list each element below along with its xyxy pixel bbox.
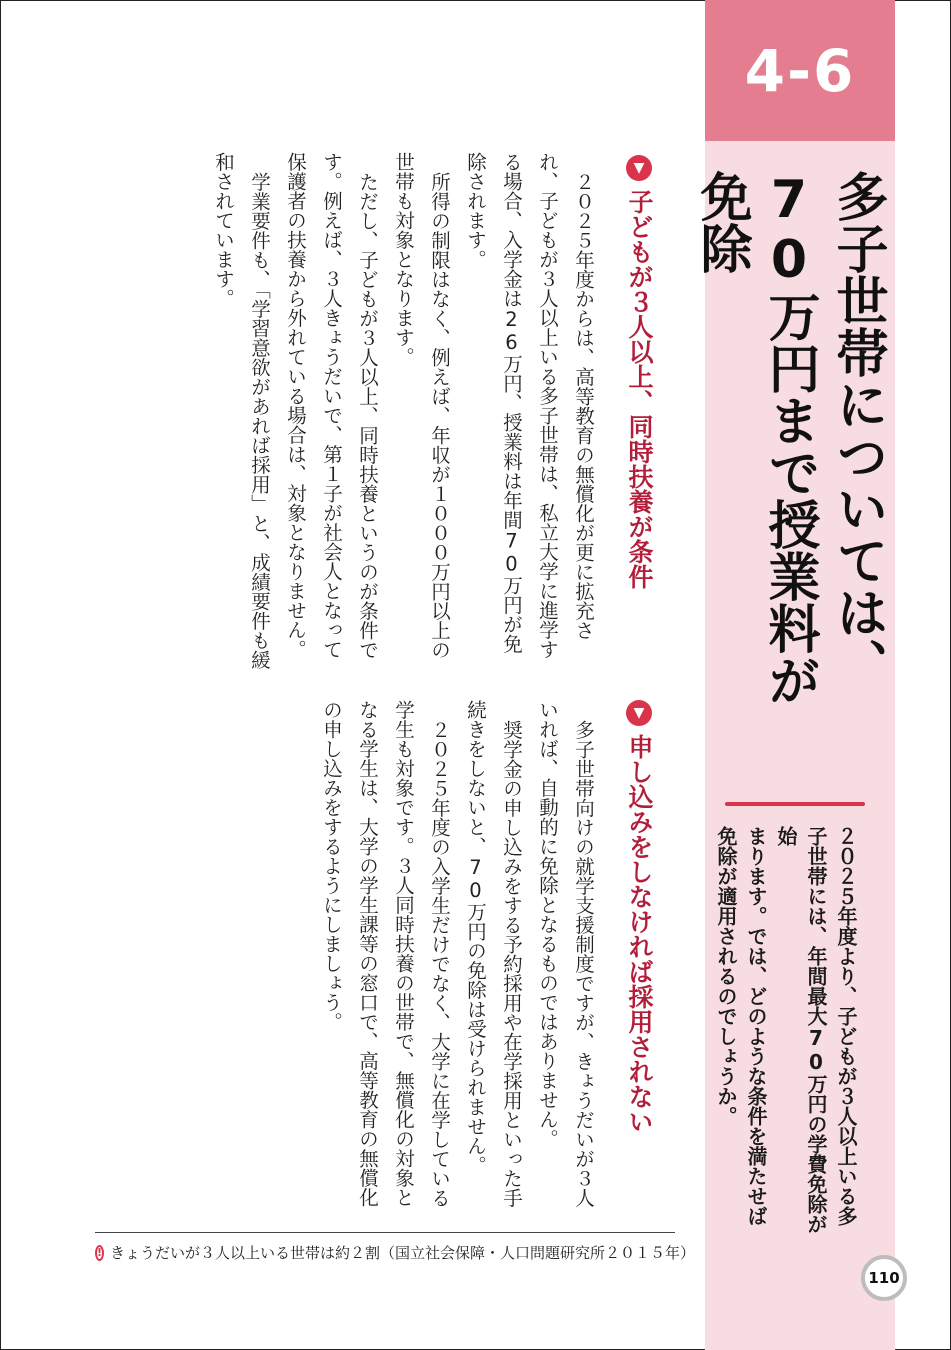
paragraph: 多子世帯向けの就学支援制度ですが、きょうだいが３人いれば、自動的に免除となるものではありません。 bbox=[536, 700, 595, 1207]
section-heading-2 bbox=[621, 700, 657, 1134]
title-line: 70万円まで授業料が免除 bbox=[691, 170, 819, 706]
section-body-2 bbox=[313, 700, 601, 1220]
footnote-rule bbox=[95, 1232, 675, 1233]
section-heading-1 bbox=[621, 155, 657, 589]
footnote-text: きょうだいが３人以上いる世帯は約２割（国立社会保障・人口問題研究所２０１５年） bbox=[110, 1244, 696, 1262]
section-heading-text: 子どもが３人以上、同時扶養が条件 bbox=[625, 189, 654, 589]
paragraph: 奨学金の申し込みをする予約採用や在学採用といった手続きをしないと、70万円の免除は受けられません。 bbox=[464, 700, 523, 1207]
section-body-1 bbox=[205, 152, 601, 672]
section-number-box bbox=[705, 0, 895, 141]
paragraph: ２０２５年度からは、高等教育の無償化が更に拡充され、子どもが３人以上いる多子世帯は、私立大学に進学する場合、入学金は26万円、授業料は年間70万円が免除されます。 bbox=[464, 152, 595, 659]
lead-text bbox=[711, 826, 861, 1246]
lead-line: ２０２５年度より、子どもが３人以上いる多 bbox=[834, 826, 858, 1226]
paragraph: 学業要件も、「学習意欲があれば採用」と、成績要件も緩和されています。 bbox=[212, 152, 271, 669]
section-heading-text: 申し込みをしなければ採用されない bbox=[625, 734, 654, 1134]
paragraph: ２０２５年度の入学生だけでなく、大学に在学している学生も対象です。３人同時扶養の世帯で、無償化の対象となる学生は、大学の学生課等の窓口で、高等教育の無償化の申し込みをするようにしましょう。 bbox=[320, 700, 451, 1207]
lead-divider bbox=[725, 802, 865, 806]
lead-line: 子世帯には、年間最大70万円の学費免除が始 bbox=[774, 826, 828, 1234]
triangle-down-icon: ▼ bbox=[626, 155, 652, 181]
paragraph: 所得の制限はなく、例えば、年収が１０００万円以上の世帯も対象となります。 bbox=[392, 152, 451, 659]
paragraph: ただし、子どもが３人以上、同時扶養というのが条件です。例えば、３人きょうだいで、第１子が社会人となって保護者の扶養から外れている場合は、対象となりません。 bbox=[284, 152, 379, 659]
page-number: 110 bbox=[861, 1255, 907, 1301]
exclamation-icon: ! bbox=[97, 1246, 103, 1259]
footnote bbox=[95, 1242, 696, 1263]
lead-line: まります。では、どのような条件を満たせば bbox=[744, 826, 768, 1226]
title-line: 多子世帯については、 bbox=[827, 170, 887, 690]
triangle-down-icon: ▼ bbox=[626, 700, 652, 726]
section-number: 4-6 bbox=[744, 36, 856, 105]
lead-line: 免除が適用されるのでしょうか。 bbox=[714, 826, 738, 1126]
page-title bbox=[687, 170, 891, 750]
